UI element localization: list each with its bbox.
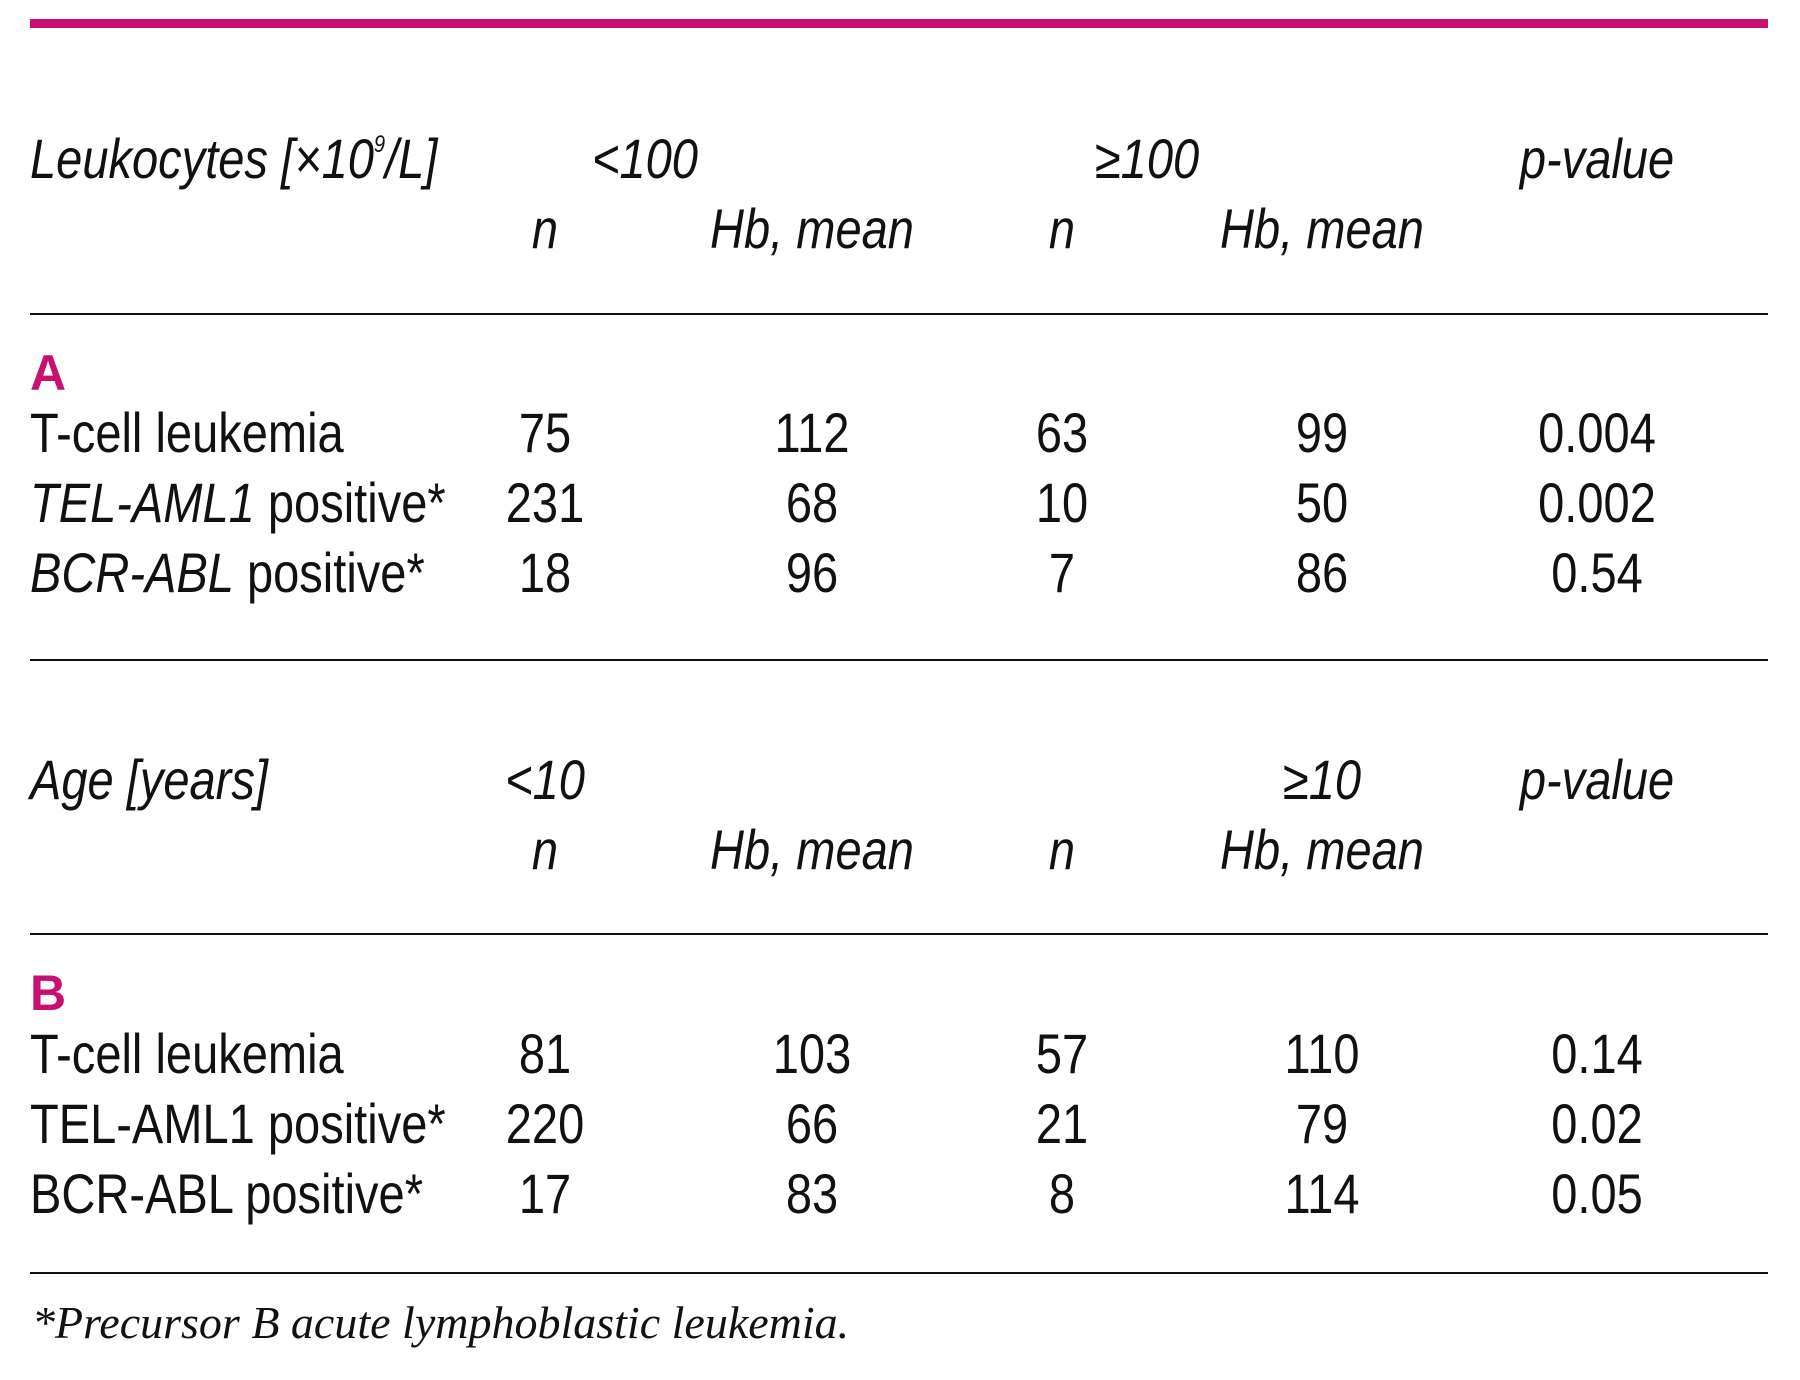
section-label-a: A (30, 345, 67, 401)
cell-n-high: 21 (1035, 1092, 1089, 1155)
n-header-low: n (531, 197, 559, 260)
top-accent-rule (30, 19, 1768, 28)
cell-n-high: 10 (1035, 471, 1089, 534)
cell-n-low: 75 (518, 401, 572, 464)
cell-hb-low: 112 (774, 401, 850, 464)
p-value-header: p-value (1519, 748, 1675, 811)
hb-mean-header-low: Hb, mean (710, 818, 914, 881)
cell-n-high: 63 (1035, 401, 1089, 464)
row-label: TEL-AML1 positive* (30, 1092, 446, 1155)
section-label-b: B (30, 965, 67, 1021)
cell-hb-low: 68 (785, 471, 839, 534)
cell-hb-high: 50 (1295, 471, 1349, 534)
cell-p-value: 0.02 (1551, 1092, 1643, 1155)
cell-p-value: 0.14 (1551, 1022, 1643, 1085)
cell-hb-low: 83 (785, 1162, 839, 1225)
hb-mean-header-high: Hb, mean (1220, 818, 1424, 881)
cell-n-low: 220 (505, 1092, 585, 1155)
footnote: *Precursor B acute lymphoblastic leukemia. (32, 1297, 850, 1348)
divider-rule (30, 1272, 1768, 1274)
cell-hb-high: 110 (1284, 1022, 1360, 1085)
row-label: BCR-ABL positive* (30, 541, 425, 604)
n-header-high: n (1048, 818, 1076, 881)
cell-hb-high: 99 (1295, 401, 1349, 464)
leukocytes-low-label: <100 (592, 127, 698, 190)
n-header-low: n (531, 818, 559, 881)
cell-n-low: 81 (518, 1022, 572, 1085)
row-label: T-cell leukemia (30, 1022, 344, 1085)
divider-rule (30, 659, 1768, 661)
age-high-label: ≥10 (1282, 748, 1362, 811)
hb-mean-header-high: Hb, mean (1220, 197, 1424, 260)
cell-n-low: 17 (518, 1162, 572, 1225)
cell-hb-low: 103 (772, 1022, 852, 1085)
leukocytes-high-label: ≥100 (1094, 127, 1200, 190)
divider-rule (30, 933, 1768, 935)
cell-hb-low: 66 (785, 1092, 839, 1155)
hb-mean-header-low: Hb, mean (710, 197, 914, 260)
cell-p-value: 0.54 (1551, 541, 1643, 604)
cell-hb-high: 114 (1284, 1162, 1360, 1225)
divider-rule (30, 313, 1768, 315)
cell-n-high: 8 (1048, 1162, 1076, 1225)
cell-p-value: 0.05 (1551, 1162, 1643, 1225)
cell-n-low: 18 (518, 541, 572, 604)
cell-hb-high: 86 (1295, 541, 1349, 604)
cell-n-high: 57 (1035, 1022, 1089, 1085)
leukocytes-group-label: Leukocytes $[\times 10^9/L]$ (30, 127, 438, 190)
n-header-high: n (1048, 197, 1076, 260)
cell-hb-low: 96 (785, 541, 839, 604)
row-label: TEL-AML1 positive* (30, 471, 446, 534)
age-low-label: <10 (505, 748, 585, 811)
row-label: BCR-ABL positive* (30, 1162, 424, 1225)
cell-n-low: 231 (505, 471, 585, 534)
cell-p-value: 0.002 (1538, 471, 1656, 534)
row-label: T-cell leukemia (30, 401, 344, 464)
cell-n-high: 7 (1048, 541, 1076, 604)
age-group-label: Age [years] (30, 748, 268, 811)
cell-hb-high: 79 (1295, 1092, 1349, 1155)
cell-p-value: 0.004 (1538, 401, 1656, 464)
p-value-header: p-value (1519, 127, 1675, 190)
